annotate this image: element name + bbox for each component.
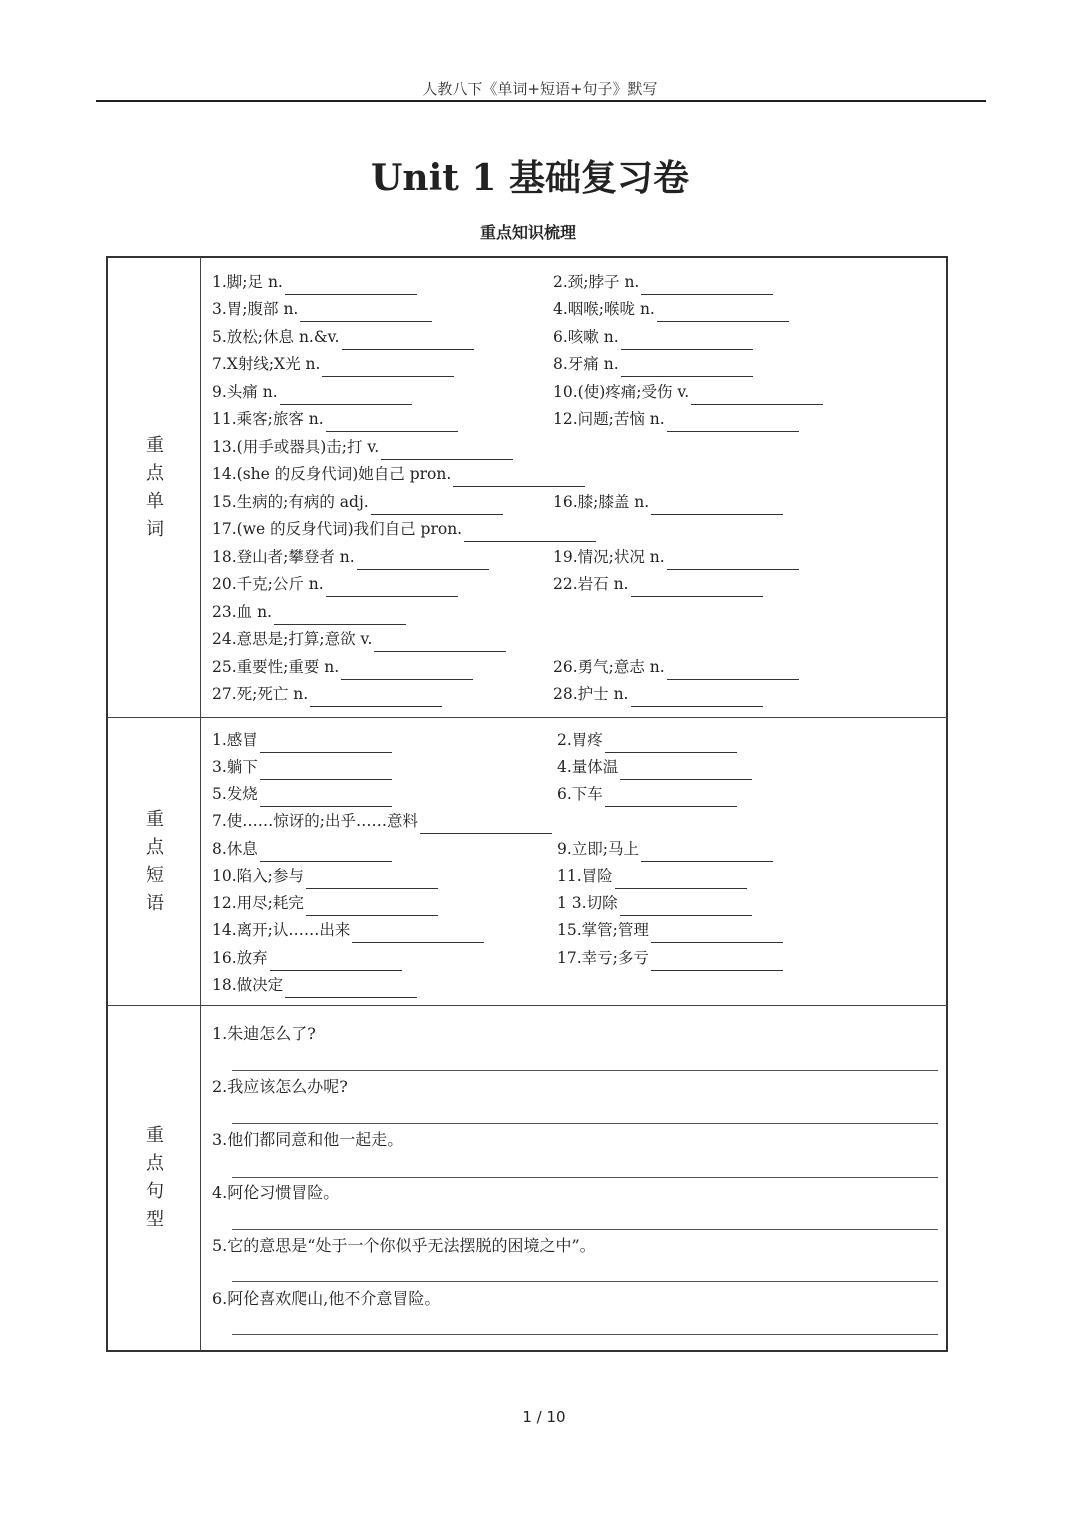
word-item: 3.胃;腹部 n. [212, 296, 432, 322]
answer-blank[interactable] [620, 898, 752, 916]
phrase-item: 5.发烧 [212, 781, 392, 807]
phrase-item: 1.感冒 [212, 727, 392, 753]
answer-blank[interactable] [306, 898, 438, 916]
phrase-item: 6.下车 [557, 781, 737, 807]
answer-blank[interactable] [651, 953, 783, 971]
sentence-prompt: 1.朱迪怎么了? [212, 1024, 316, 1043]
answer-blank[interactable] [310, 689, 442, 707]
sentence-prompt: 5.它的意思是“处于一个你似乎无法摆脱的困境之中”。 [212, 1236, 596, 1255]
page-header: 人教八下《单词+短语+句子》默写 [422, 80, 658, 98]
answer-blank[interactable] [270, 953, 402, 971]
answer-blank[interactable] [620, 762, 752, 780]
answer-line[interactable] [232, 1281, 938, 1282]
sentence-prompt: 6.阿伦喜欢爬山,他不介意冒险。 [212, 1289, 441, 1308]
answer-blank[interactable] [260, 762, 392, 780]
answer-blank[interactable] [274, 607, 406, 625]
phrase-item: 16.放弃 [212, 945, 402, 971]
word-item: 17.(we 的反身代词)我们自己 pron. [212, 516, 596, 542]
answer-blank[interactable] [371, 497, 503, 515]
answer-line[interactable] [232, 1229, 938, 1230]
phrase-item: 12.用尽;耗完 [212, 890, 438, 916]
phrase-item: 1 3.切除 [557, 890, 752, 916]
answer-blank[interactable] [631, 579, 763, 597]
word-item: 10.(使)疼痛;受伤 v. [553, 379, 823, 405]
answer-blank[interactable] [615, 871, 747, 889]
answer-blank[interactable] [357, 552, 489, 570]
phrase-item: 8.休息 [212, 836, 392, 862]
answer-blank[interactable] [326, 414, 458, 432]
phrase-item: 4.量体温 [557, 754, 752, 780]
answer-line[interactable] [232, 1177, 938, 1178]
answer-blank[interactable] [306, 871, 438, 889]
answer-blank[interactable] [667, 662, 799, 680]
answer-blank[interactable] [691, 387, 823, 405]
answer-blank[interactable] [342, 332, 474, 350]
answer-blank[interactable] [285, 980, 417, 998]
word-item: 9.头痛 n. [212, 379, 412, 405]
word-item: 12.问题;苦恼 n. [553, 406, 799, 432]
word-item: 24.意思是;打算;意欲 v. [212, 626, 506, 652]
phrase-item: 17.幸亏;多亏 [557, 945, 783, 971]
answer-blank[interactable] [341, 662, 473, 680]
answer-line[interactable] [232, 1123, 938, 1124]
answer-blank[interactable] [300, 304, 432, 322]
answer-blank[interactable] [464, 524, 596, 542]
page-number: 1 / 10 [522, 1408, 566, 1426]
answer-blank[interactable] [605, 789, 737, 807]
answer-blank[interactable] [260, 844, 392, 862]
word-item: 14.(she 的反身代词)她自己 pron. [212, 461, 585, 487]
answer-blank[interactable] [453, 469, 585, 487]
phrase-item: 2.胃疼 [557, 727, 737, 753]
answer-blank[interactable] [651, 497, 783, 515]
word-item: 13.(用手或器具)击;打 v. [212, 434, 513, 460]
answer-blank[interactable] [260, 735, 392, 753]
sentence-prompt: 4.阿伦习惯冒险。 [212, 1183, 340, 1202]
answer-blank[interactable] [621, 359, 753, 377]
phrase-item: 7.使……惊讶的;出乎……意料 [212, 808, 552, 834]
answer-blank[interactable] [322, 359, 454, 377]
phrase-item: 11.冒险 [557, 863, 747, 889]
answer-blank[interactable] [285, 277, 417, 295]
answer-blank[interactable] [326, 579, 458, 597]
sentence-prompt: 2.我应该怎么办呢? [212, 1077, 348, 1096]
word-item: 7.X射线;X光 n. [212, 351, 454, 377]
word-item: 6.咳嗽 n. [553, 324, 753, 350]
answer-blank[interactable] [621, 332, 753, 350]
answer-blank[interactable] [352, 925, 484, 943]
word-item: 1.脚;足 n. [212, 269, 417, 295]
word-item: 19.情况;状况 n. [553, 544, 799, 570]
word-item: 26.勇气;意志 n. [553, 654, 799, 680]
word-item: 22.岩石 n. [553, 571, 763, 597]
answer-line[interactable] [232, 1334, 938, 1335]
page-subtitle: 重点知识梳理 [479, 223, 576, 242]
answer-blank[interactable] [641, 844, 773, 862]
answer-blank[interactable] [374, 634, 506, 652]
header-rule [96, 100, 986, 102]
answer-blank[interactable] [381, 442, 513, 460]
word-item: 23.血 n. [212, 599, 406, 625]
word-item: 18.登山者;攀登者 n. [212, 544, 489, 570]
word-item: 20.千克;公斤 n. [212, 571, 458, 597]
phrase-item: 9.立即;马上 [557, 836, 773, 862]
section-label-phrases: 重 点 短 语 [146, 809, 164, 914]
word-item: 28.护士 n. [553, 681, 763, 707]
table-column-divider [200, 257, 201, 1351]
word-item: 27.死;死亡 n. [212, 681, 442, 707]
phrase-item: 18.做决定 [212, 972, 417, 998]
word-item: 2.颈;脖子 n. [553, 269, 773, 295]
answer-blank[interactable] [641, 277, 773, 295]
answer-line[interactable] [232, 1070, 938, 1071]
answer-blank[interactable] [280, 387, 412, 405]
phrase-item: 15.掌管;管理 [557, 917, 783, 943]
sentence-prompt: 3.他们都同意和他一起走。 [212, 1130, 404, 1149]
word-item: 4.咽喉;喉咙 n. [553, 296, 789, 322]
answer-blank[interactable] [657, 304, 789, 322]
table-row-divider [107, 1005, 948, 1006]
word-item: 15.生病的;有病的 adj. [212, 489, 503, 515]
phrase-item: 3.躺下 [212, 754, 392, 780]
answer-blank[interactable] [667, 414, 799, 432]
word-item: 16.膝;膝盖 n. [553, 489, 783, 515]
section-label-words: 重 点 单 词 [146, 435, 164, 540]
phrase-item: 14.离开;认……出来 [212, 917, 484, 943]
section-label-sentences: 重 点 句 型 [146, 1125, 164, 1230]
word-item: 11.乘客;旅客 n. [212, 406, 458, 432]
answer-blank[interactable] [260, 789, 392, 807]
word-item: 8.牙痛 n. [553, 351, 753, 377]
answer-blank[interactable] [631, 689, 763, 707]
answer-blank[interactable] [667, 552, 799, 570]
phrase-item: 10.陷入;参与 [212, 863, 438, 889]
word-item: 5.放松;休息 n.&v. [212, 324, 474, 350]
answer-blank[interactable] [651, 925, 783, 943]
page-title: Unit 1 基础复习卷 [371, 157, 689, 199]
word-item: 25.重要性;重要 n. [212, 654, 473, 680]
answer-blank[interactable] [605, 735, 737, 753]
answer-blank[interactable] [420, 816, 552, 834]
table-row-divider [107, 717, 948, 718]
